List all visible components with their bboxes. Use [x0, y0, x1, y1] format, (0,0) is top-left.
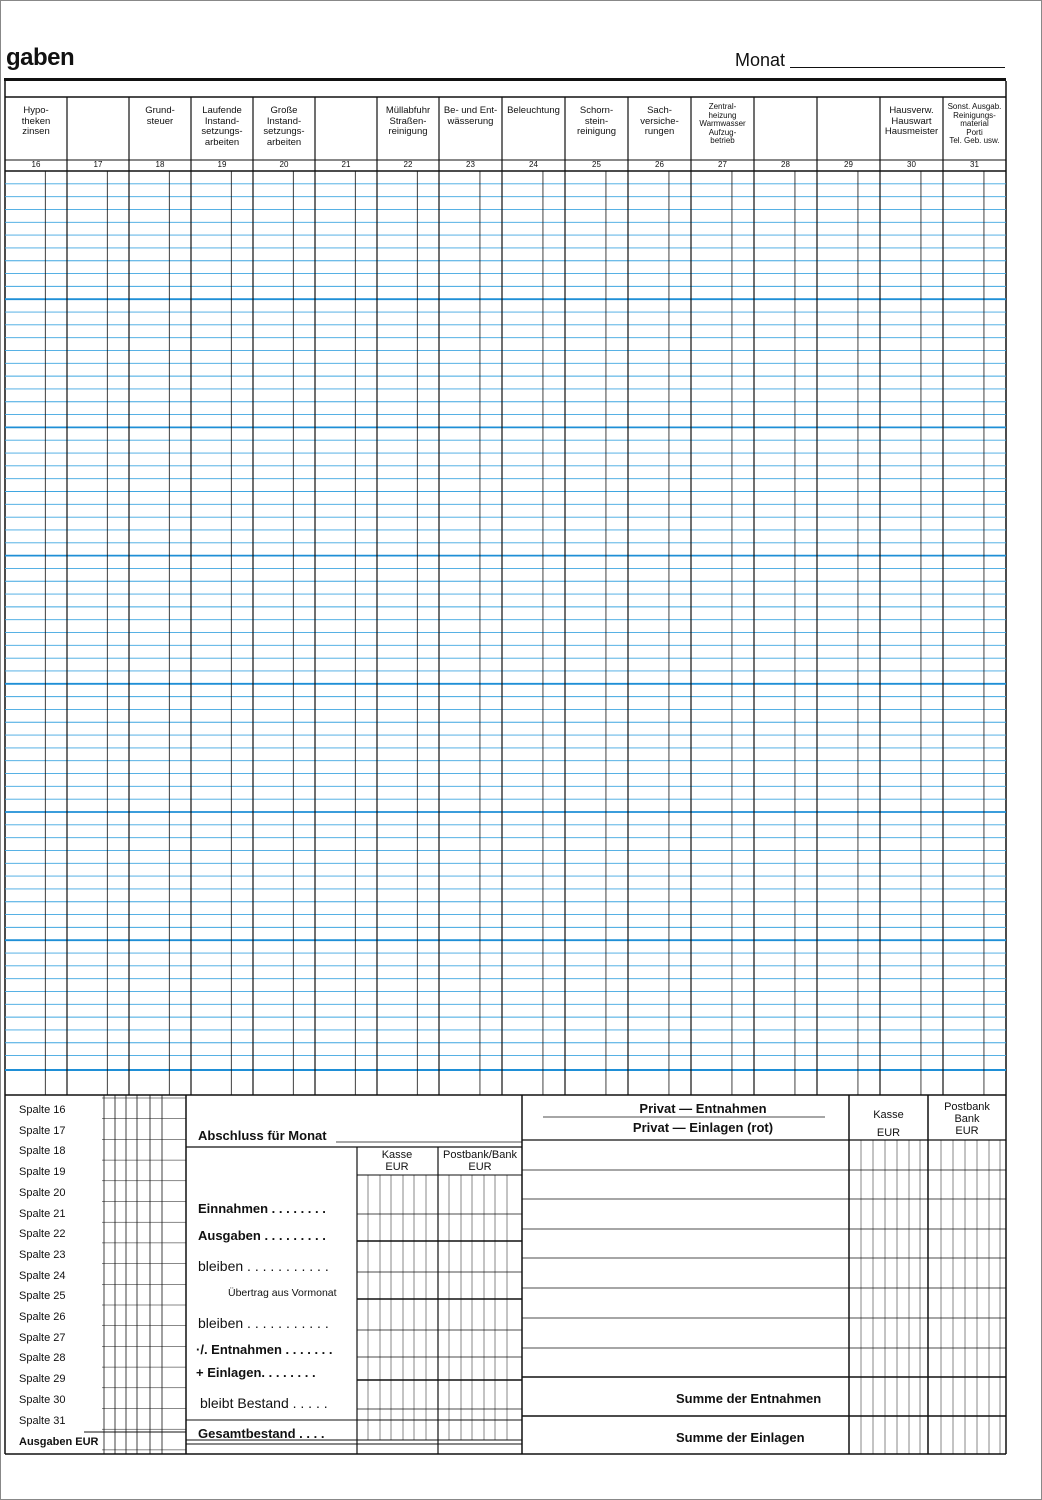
column-header-label: Sach- versiche- rungen	[640, 106, 679, 137]
column-number: 28	[781, 160, 790, 169]
column-header-label: Hausverw. Hauswart Hausmeister	[884, 106, 939, 137]
abschluss-kasse-eur: EUR	[385, 1161, 409, 1173]
column-header-label: Hypo- theken zinsen	[21, 106, 51, 137]
abschluss-kasse-label: Kasse	[381, 1149, 413, 1161]
ausgaben-eur-label: Ausgaben EUR	[19, 1436, 99, 1448]
column-header-label: Schorn- stein- reinigung	[576, 106, 617, 137]
column-number: 29	[844, 160, 853, 169]
column-header-label: Müllabfuhr Straßen- reinigung	[385, 106, 431, 137]
column-number: 22	[403, 160, 413, 169]
column-number: 21	[341, 160, 351, 169]
abschluss-postbank-eur: EUR	[468, 1161, 492, 1173]
spalte-item: Spalte 29	[19, 1373, 66, 1386]
einnahmen-row: Einnahmen . . . . . . . .	[198, 1201, 326, 1216]
column-number: 30	[907, 160, 916, 169]
spalte-item: Spalte 16	[19, 1104, 66, 1116]
spalte-item: Spalte 30	[19, 1393, 66, 1406]
spalte-item: Spalte 22	[19, 1228, 66, 1241]
column-number: 26	[655, 160, 664, 169]
column-number: 31	[970, 160, 979, 169]
column-number: 23	[466, 160, 475, 169]
spalte-item: Spalte 31	[19, 1414, 66, 1427]
column-header-label: Zentral- heizung Warmwasser Aufzug- betrieb	[699, 103, 746, 145]
privat-kasse-eur: EUR	[876, 1127, 901, 1139]
page-title: gaben	[6, 44, 75, 71]
uebertrag-row: Übertrag aus Vormonat	[228, 1287, 337, 1299]
column-header-label: Grund- steuer	[145, 106, 175, 127]
privat-bank-label: Bank	[954, 1113, 980, 1125]
abschluss-title: Abschluss für Monat	[198, 1128, 327, 1143]
column-number: 18	[155, 160, 165, 169]
column-number: 17	[93, 160, 103, 169]
spalte-item: Spalte 21	[19, 1207, 66, 1220]
ausgaben-row: Ausgaben . . . . . . . . .	[198, 1228, 326, 1243]
column-number: 25	[592, 160, 601, 169]
column-number: 16	[31, 160, 41, 169]
abschluss-postbank-header	[438, 1149, 522, 1173]
spalte-item: Spalte 26	[19, 1311, 66, 1323]
column-number: 24	[529, 160, 538, 169]
spalte-item: Spalte 20	[19, 1186, 66, 1199]
gesamtbestand-row: Gesamtbestand . . . .	[198, 1426, 325, 1441]
column-header-label: Be- und Ent- wässerung	[443, 106, 498, 127]
column-number: 20	[279, 160, 289, 169]
column-number: 27	[718, 160, 727, 169]
privat-entnahmen-heading: Privat — Entnahmen	[639, 1101, 767, 1116]
spalte-item: Spalte 25	[19, 1290, 66, 1303]
abschluss-postbank-label: Postbank/Bank	[443, 1149, 517, 1161]
spalte-item: Spalte 17	[19, 1124, 66, 1137]
column-header-label: Sonst. Ausgab. Reinigungs- material Porti Tel. Geb. usw.	[947, 103, 1002, 145]
entnahmen-row: ·/. Entnahmen . . . . . . .	[196, 1342, 333, 1357]
monat-label: Monat	[735, 50, 786, 70]
summe-entnahmen-label: Summe der Entnahmen	[676, 1391, 822, 1406]
spalte-item: Spalte 18	[19, 1145, 66, 1158]
column-header-label: Beleuchtung	[507, 106, 560, 116]
spalte-item: Spalte 28	[19, 1352, 66, 1365]
spalte-item: Spalte 24	[19, 1269, 66, 1282]
spalte-item: Spalte 27	[19, 1331, 66, 1344]
privat-bank-eur: EUR	[955, 1125, 979, 1137]
privat-einlagen-heading: Privat — Einlagen (rot)	[632, 1120, 774, 1135]
column-header-label: Große Instand- setzungs- arbeiten	[263, 106, 305, 148]
spalte-item: Spalte 19	[19, 1166, 66, 1179]
column-header-label: Laufende Instand- setzungs- arbeiten	[201, 106, 243, 148]
summe-einlagen-label: Summe der Einlagen	[676, 1430, 805, 1445]
privat-postbank-header	[928, 1101, 1006, 1137]
privat-postbank-label: Postbank	[944, 1101, 990, 1113]
spalte-item: Spalte 23	[19, 1248, 66, 1261]
bleiben-row-2: bleiben . . . . . . . . . . .	[198, 1315, 329, 1331]
privat-kasse-label: Kasse	[873, 1109, 904, 1121]
bleiben-row-1: bleiben . . . . . . . . . . .	[198, 1258, 329, 1274]
einlagen-row: + Einlagen. . . . . . . .	[196, 1365, 316, 1380]
column-number: 19	[217, 160, 227, 169]
privat-kasse-header	[849, 1106, 928, 1142]
bleibt-bestand-row: bleibt Bestand . . . . .	[200, 1395, 328, 1411]
abschluss-kasse-header	[357, 1149, 437, 1173]
